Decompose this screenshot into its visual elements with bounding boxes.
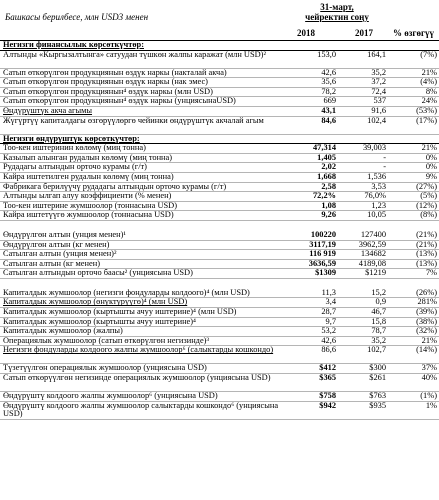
row-label: Сатылган алтын (унция менен)²: [0, 250, 282, 260]
value-2017: 127400: [338, 231, 388, 240]
value-2017: 72,4: [338, 87, 388, 97]
table-row: [0, 401, 439, 419]
row-label: Сатып өткөрүлгөн продукциянын өздүк наркы (нак эмес): [0, 78, 282, 88]
table-row: [0, 201, 439, 211]
col-change: % өзгөгүү: [393, 28, 435, 38]
table-row: [0, 172, 439, 182]
value-change: (38%): [388, 317, 439, 327]
row-label: Өндүрүштү колдоого жалпы жумшоолор⁶ (унциясына USD): [0, 392, 282, 402]
value-2018: 3,4: [282, 298, 338, 308]
value-change: (17%): [388, 116, 439, 134]
unit-label: Башкасы берилбесе, млн USD3 менен: [5, 12, 149, 22]
row-label: Тоо-кен иштеринин көлөмү (миң тонна): [0, 144, 282, 154]
table-row: [0, 231, 439, 240]
value-2018: 100220: [282, 231, 338, 240]
value-2017: $935: [338, 401, 388, 419]
col-2017: 2017: [355, 28, 373, 38]
row-label: Операциялык жумшоолор (сатып өткөрүлгөн негизинде)³: [0, 336, 282, 346]
row-label: Жүгүртүү капиталдагы өзгөрүүлөргө чейинки өндүрүштүк акчалай агым: [0, 116, 282, 134]
row-label: Кайра иштетилген рудалын көлөмү (миң тонна): [0, 172, 282, 182]
value-2018: 1,08: [282, 201, 338, 211]
value-2017: 15,8: [338, 317, 388, 327]
value-2018: 2,02: [282, 163, 338, 173]
value-change: (8%): [388, 211, 439, 221]
value-2017: 91,6: [338, 106, 388, 116]
value-2017: 39,003: [338, 144, 388, 154]
row-label: Алтынды ылгап алуу коэффициенти (% менен): [0, 192, 282, 202]
value-change: (14%): [388, 346, 439, 364]
value-2017: $300: [338, 364, 388, 374]
value-2017: [338, 220, 388, 231]
value-2017: 35,2: [338, 336, 388, 346]
row-label: Капиталдык жумшоолор (негизги фондуларды колдоого)⁴ (млн USD): [0, 289, 282, 298]
value-change: 24%: [388, 97, 439, 107]
value-2018: 153,0: [282, 50, 338, 68]
value-change: 21%: [388, 144, 439, 154]
table-row: [0, 269, 439, 279]
period-header: [298, 2, 376, 22]
row-label: Сатып өткөрүлгөн продукциянын⁴ өздүк наркы (млн USD): [0, 87, 282, 97]
row-label: Сатылган алтын (кг менен): [0, 259, 282, 269]
table-row: [0, 308, 439, 318]
row-label: Сатып өткөрүлгөн продукциянын өздүк наркы (накталай акча): [0, 68, 282, 78]
table-row: [0, 289, 439, 298]
section-header-row: [0, 41, 439, 50]
value-2017: 35,2: [338, 68, 388, 78]
value-2018: 35,6: [282, 78, 338, 88]
value-2018: 53,2: [282, 327, 338, 337]
table-row: [0, 240, 439, 250]
value-2018: $942: [282, 401, 338, 419]
value-change: (39%): [388, 308, 439, 318]
table-row: [0, 144, 439, 154]
row-label: Өндүрүштүк акча агымы: [0, 106, 282, 116]
value-2018: 669: [282, 97, 338, 107]
value-change: (21%): [388, 240, 439, 250]
value-2017: -: [338, 163, 388, 173]
value-2018: 42,6: [282, 336, 338, 346]
value-2017: $261: [338, 374, 388, 392]
value-2017: 15,2: [338, 289, 388, 298]
row-label: Сатылган алтындын орточо баасы² (унциясына USD): [0, 269, 282, 279]
value-change: (5%): [388, 192, 439, 202]
row-label: Тоо-кен иштерине жумшоолор (тоннасына USD): [0, 201, 282, 211]
row-label: Фабрикага берилүүчү рудадагы алтындын орточо курамы (г/т): [0, 182, 282, 192]
value-2018: 28,7: [282, 308, 338, 318]
table-row: [0, 327, 439, 337]
row-label: Түзетүүлгөн операциялык жумшоолор (унциясына USD): [0, 364, 282, 374]
row-label: Алтынды «Кыргызалтынга» сатуудан түшкөн жалпы каражат (млн USD)²: [0, 50, 282, 68]
value-2017: 537: [338, 97, 388, 107]
value-2017: $1219: [338, 269, 388, 279]
value-2017: 1,23: [338, 201, 388, 211]
value-2017: 102,4: [338, 116, 388, 134]
value-change: (4%): [388, 78, 439, 88]
table-row: [0, 211, 439, 221]
row-label: Капиталдык жумшоолор (жалпы): [0, 327, 282, 337]
row-label: Негизги фондуларды колдоого жалпы жумшоолор⁶ (салыктарды кошкондо): [0, 346, 282, 364]
value-2018: 84,6: [282, 116, 338, 134]
value-2018: 78,2: [282, 87, 338, 97]
table-row: [0, 336, 439, 346]
value-change: (13%): [388, 250, 439, 260]
data-table: [0, 41, 439, 420]
value-2017: 102,7: [338, 346, 388, 364]
value-change: [388, 278, 439, 289]
value-2018: 86,6: [282, 346, 338, 364]
row-label: Рудадагы алтындын орточо курамы (г/т): [0, 163, 282, 173]
value-2017: $763: [338, 392, 388, 402]
value-change: (27%): [388, 182, 439, 192]
value-change: 21%: [388, 68, 439, 78]
value-2017: 164,1: [338, 50, 388, 68]
table-row: [0, 106, 439, 116]
value-2018: 116 919: [282, 250, 338, 260]
row-label: [0, 220, 282, 231]
table-row: [0, 153, 439, 163]
value-2018: 43,1: [282, 106, 338, 116]
row-label: Негизги өндүрүштүк көрсөткүчтөр:: [0, 134, 439, 144]
value-2018: [282, 220, 338, 231]
value-change: (53%): [388, 106, 439, 116]
value-2017: 1,536: [338, 172, 388, 182]
value-change: (12%): [388, 201, 439, 211]
table-row: [0, 68, 439, 78]
table-header: [0, 0, 439, 41]
table-row: [0, 192, 439, 202]
row-label: Кайра иштетүүгө жумшоолор (тоннасына USD): [0, 211, 282, 221]
value-2018: $1309: [282, 269, 338, 279]
table-row: [0, 182, 439, 192]
value-2018: $412: [282, 364, 338, 374]
value-2018: 2,58: [282, 182, 338, 192]
value-change: 9%: [388, 172, 439, 182]
value-2018: 3117,19: [282, 240, 338, 250]
table-row: [0, 374, 439, 392]
value-2018: $758: [282, 392, 338, 402]
value-2018: 9,7: [282, 317, 338, 327]
value-2017: [338, 278, 388, 289]
row-label: Негизги финансылык көрсөткүчтөр:: [0, 41, 439, 50]
row-label: Өндүрүлгөн алтын (кг менен): [0, 240, 282, 250]
row-label: Капиталдык жумшоолор (кыртышты ачуу иштерине)⁴: [0, 317, 282, 327]
spacer-row: [0, 278, 439, 289]
row-label: Капиталдык жумшоолор (кыртышты ачуу иштерине)⁴ (млн USD): [0, 308, 282, 318]
table-row: [0, 392, 439, 402]
value-2018: 9,26: [282, 211, 338, 221]
value-2017: 3962,59: [338, 240, 388, 250]
table-row: [0, 250, 439, 260]
value-change: 7%: [388, 269, 439, 279]
value-2017: 37,2: [338, 78, 388, 88]
value-2018: 47,314: [282, 144, 338, 154]
table-row: [0, 364, 439, 374]
value-change: 37%: [388, 364, 439, 374]
value-2018: 1,405: [282, 153, 338, 163]
row-label: Сатып өткөрүлгөн продукциянын⁴ өздүк наркы (унциясынаUSD): [0, 97, 282, 107]
value-2017: 10,05: [338, 211, 388, 221]
value-2017: 134682: [338, 250, 388, 260]
value-2017: 3,53: [338, 182, 388, 192]
value-change: [388, 220, 439, 231]
value-change: (13%): [388, 259, 439, 269]
value-2017: 4189,08: [338, 259, 388, 269]
table-row: [0, 317, 439, 327]
row-label: Өндүрүлгөн алтын (унция менен)¹: [0, 231, 282, 240]
value-2018: 1,668: [282, 172, 338, 182]
value-2018: 42,6: [282, 68, 338, 78]
row-label: [0, 278, 282, 289]
spacer-row: [0, 220, 439, 231]
value-change: (7%): [388, 50, 439, 68]
value-change: (26%): [388, 289, 439, 298]
value-change: 21%: [388, 336, 439, 346]
value-change: 0%: [388, 163, 439, 173]
period-label: 31-март, чейректин соңу: [305, 2, 369, 22]
value-2018: 11,3: [282, 289, 338, 298]
value-2018: [282, 278, 338, 289]
table-row: [0, 50, 439, 68]
section-header-row: [0, 134, 439, 144]
value-change: (32%): [388, 327, 439, 337]
table-row: [0, 78, 439, 88]
value-change: 1%: [388, 401, 439, 419]
value-2018: 3636,59: [282, 259, 338, 269]
value-2017: 78,7: [338, 327, 388, 337]
col-2018: 2018: [297, 28, 315, 38]
value-change: 40%: [388, 374, 439, 392]
value-change: (21%): [388, 231, 439, 240]
table-row: [0, 97, 439, 107]
value-2017: -: [338, 153, 388, 163]
table-row: [0, 346, 439, 364]
table-row: [0, 87, 439, 97]
value-2017: 0,9: [338, 298, 388, 308]
row-label: Өндүрүштү колдоого жалпы жумшоолор салыктарды кошкондо⁶ (унциясына USD): [0, 401, 282, 419]
value-2018: 72,2%: [282, 192, 338, 202]
value-change: (1%): [388, 392, 439, 402]
row-label: Казылып алынган рудалын көлөмү (миң тонна): [0, 153, 282, 163]
value-2017: 76,0%: [338, 192, 388, 202]
value-change: 0%: [388, 153, 439, 163]
table-row: [0, 116, 439, 134]
row-label: Сатып өткөрүүлгөн негизинде операциялык жумшоолор (унциясына USD): [0, 374, 282, 392]
value-2018: $365: [282, 374, 338, 392]
table-row: [0, 259, 439, 269]
value-change: 8%: [388, 87, 439, 97]
table-row: [0, 163, 439, 173]
row-label: Капиталдык жумшоолор (өнүктүрүүгө)⁴ (млн USD): [0, 298, 282, 308]
value-change: 281%: [388, 298, 439, 308]
table-row: [0, 298, 439, 308]
value-2017: 46,7: [338, 308, 388, 318]
